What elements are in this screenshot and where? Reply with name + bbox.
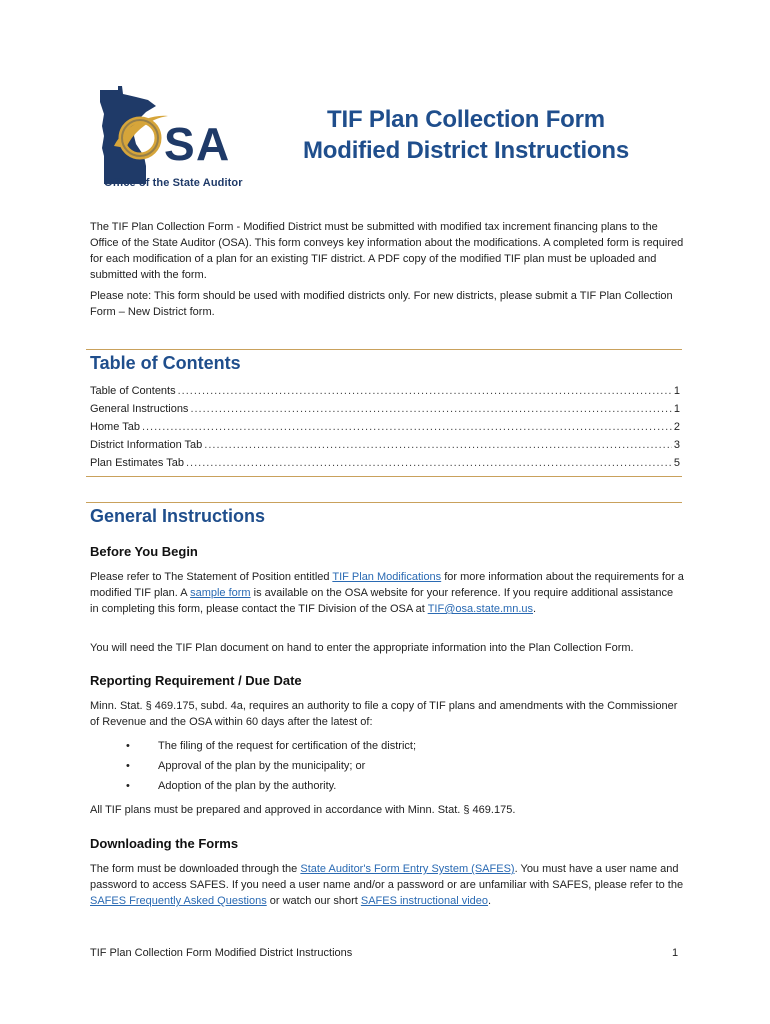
text-segment: The form must be downloaded through the bbox=[90, 863, 301, 875]
toc-leader bbox=[142, 421, 672, 433]
toc-entry-label: District Information Tab bbox=[90, 439, 203, 451]
text-segment: Please refer to The Statement of Position entitled bbox=[90, 571, 333, 583]
toc-entry[interactable] bbox=[90, 385, 680, 403]
toc-entry-page: 5 bbox=[673, 457, 680, 469]
intro-paragraph-1: The TIF Plan Collection Form - Modified District must be submitted with modified tax increment financing plans to the Office of the State Auditor (OSA). This form conveys key information about the modifications. A completed form is required for each modification of a plan for an existing TIF district. A PDF copy of the modified TIF plan must be uploaded and submitted with the form. bbox=[90, 221, 684, 281]
safes-video-link[interactable]: SAFES instructional video bbox=[360, 895, 489, 907]
tif-plan-modifications-link[interactable]: TIF Plan Modifications bbox=[332, 571, 442, 583]
toc-entry-label: Plan Estimates Tab bbox=[90, 457, 184, 469]
list-item bbox=[90, 738, 650, 758]
toc-entry-page: 2 bbox=[673, 421, 680, 433]
list-item bbox=[90, 758, 650, 778]
tif-email-link[interactable]: TIF@osa.state.mn.us bbox=[427, 603, 534, 615]
footer-title: TIF Plan Collection Form Modified District Instructions bbox=[90, 947, 353, 959]
downloading-paragraph bbox=[90, 861, 684, 909]
toc-entry-label: Table of Contents bbox=[90, 385, 176, 397]
text-segment: or watch our short bbox=[266, 895, 361, 907]
toc-entry-page: 1 bbox=[673, 403, 680, 415]
toc-leader bbox=[178, 385, 672, 397]
toc-entry[interactable] bbox=[90, 439, 680, 457]
safes-link[interactable]: State Auditor's Form Entry System (SAFES) bbox=[300, 863, 515, 875]
text-segment: . You must have a user name and password to access SAFES. If you need a user name and/or a password or are unfamiliar with SAFES, please refer to the bbox=[90, 863, 684, 891]
toc-leader bbox=[190, 403, 671, 415]
toc-entry[interactable] bbox=[90, 421, 680, 439]
reporting-bullet-list bbox=[90, 738, 650, 798]
reporting-paragraph-2: All TIF plans must be prepared and approved in accordance with Minn. Stat. § 469.175. bbox=[90, 804, 516, 816]
toc-entry[interactable] bbox=[90, 457, 680, 475]
toc-heading: Table of Contents bbox=[90, 353, 241, 373]
bullet-icon: • bbox=[126, 740, 130, 752]
bullet-text: Approval of the plan by the municipality; or bbox=[158, 760, 366, 772]
toc-leader bbox=[204, 439, 672, 451]
general-top-rule bbox=[86, 502, 682, 503]
before-you-begin-heading: Before You Begin bbox=[90, 544, 198, 559]
title-line-1: TIF Plan Collection Form bbox=[327, 106, 605, 133]
downloading-forms-heading: Downloading the Forms bbox=[90, 836, 239, 851]
bullet-icon: • bbox=[126, 780, 130, 792]
table-of-contents bbox=[90, 385, 680, 475]
bullet-icon: • bbox=[126, 760, 130, 772]
document-title bbox=[286, 104, 646, 166]
before-you-begin-paragraph-2: You will need the TIF Plan document on hand to enter the appropriate information into the Plan Collection Form. bbox=[90, 642, 634, 654]
text-segment: is available on the OSA website for your reference. If you require additional assistance in completing this form, please contact the TIF Division of the OSA at bbox=[90, 587, 674, 615]
list-item bbox=[90, 778, 650, 798]
bullet-text: The filing of the request for certification of the district; bbox=[158, 740, 417, 752]
toc-leader bbox=[186, 457, 672, 469]
title-line-2: Modified District Instructions bbox=[302, 137, 630, 164]
before-you-begin-paragraph bbox=[90, 569, 684, 617]
toc-entry[interactable] bbox=[90, 403, 680, 421]
text-segment: . bbox=[488, 895, 492, 907]
reporting-paragraph-1: Minn. Stat. § 469.175, subd. 4a, requires an authority to file a copy of TIF plans and amendments with the Commissioner of Revenue and the OSA within 60 days after the latest of: bbox=[90, 700, 678, 728]
toc-entry-page: 1 bbox=[673, 385, 680, 397]
page-number: 1 bbox=[672, 947, 679, 959]
text-segment: for more information about the requirements for a modified TIF plan. A bbox=[90, 571, 684, 599]
logo-caption: Office of the State Auditor bbox=[104, 177, 243, 189]
toc-bottom-rule bbox=[86, 476, 682, 477]
svg-text:S: S bbox=[164, 118, 195, 170]
general-instructions-heading: General Instructions bbox=[90, 506, 266, 526]
svg-text:A: A bbox=[196, 118, 230, 170]
safes-faq-link[interactable]: SAFES Frequently Asked Questions bbox=[90, 895, 267, 907]
reporting-requirement-heading: Reporting Requirement / Due Date bbox=[90, 673, 302, 688]
intro-paragraph-2: Please note: This form should be used with modified districts only. For new districts, please submit a TIF Plan Collection Form – New District form. bbox=[90, 290, 673, 318]
toc-top-rule bbox=[86, 349, 682, 350]
toc-entry-label: Home Tab bbox=[90, 421, 140, 433]
toc-entry-page: 3 bbox=[673, 439, 680, 451]
toc-entry-label: General Instructions bbox=[90, 403, 189, 415]
text-segment: . bbox=[533, 603, 537, 615]
bullet-text: Adoption of the plan by the authority. bbox=[158, 780, 337, 792]
sample-form-link[interactable]: sample form bbox=[190, 587, 251, 599]
